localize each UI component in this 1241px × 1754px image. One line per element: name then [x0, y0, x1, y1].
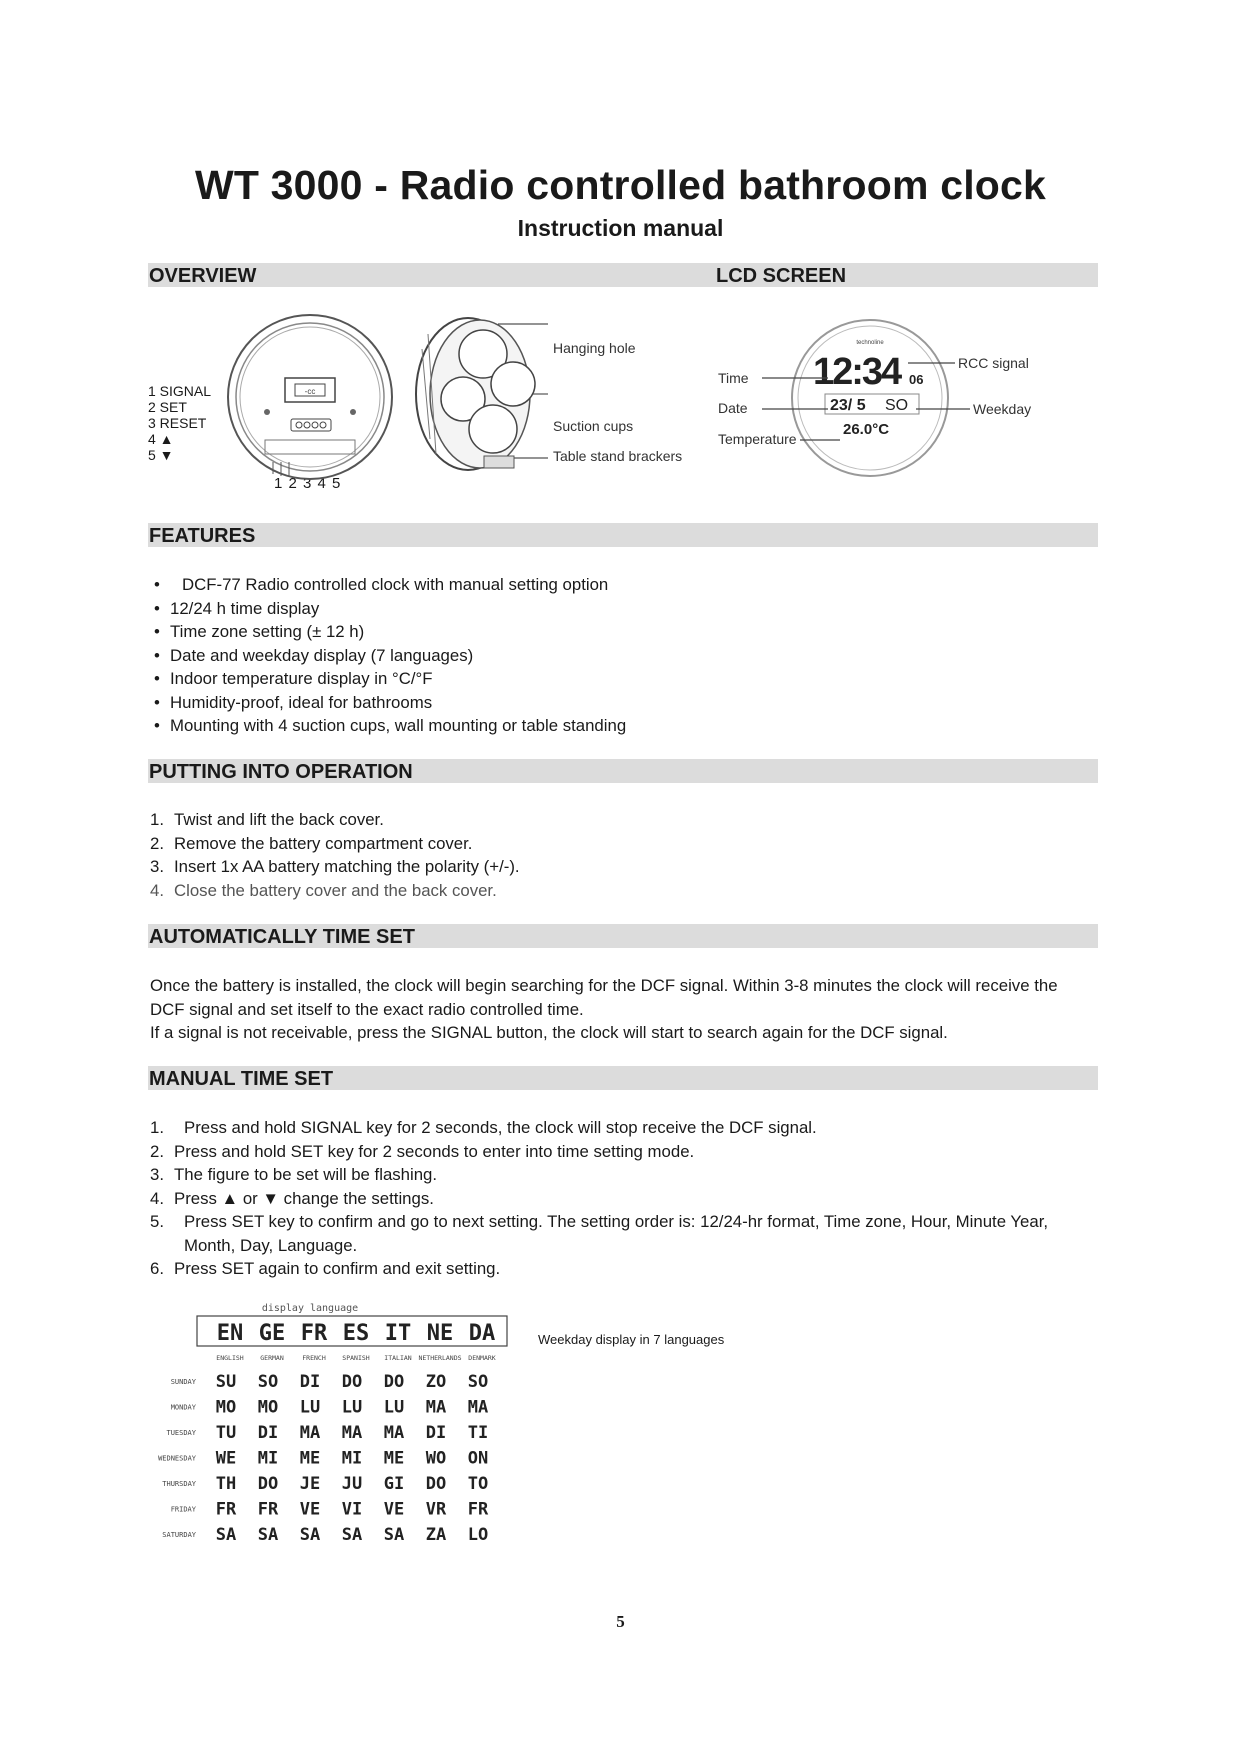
feature-item: • DCF-77 Radio controlled clock with manual setting option	[150, 573, 626, 597]
manual-step: 1. Press and hold SIGNAL key for 2 seconds, the clock will stop receive the DCF signal.	[150, 1118, 817, 1137]
label-rcc-signal: RCC signal	[958, 355, 1029, 371]
manual-step: Month, Day, Language.	[184, 1235, 358, 1255]
language-code: EN	[216, 1321, 244, 1346]
weekday-abbreviation: LU	[341, 1397, 363, 1418]
section-bar-overview	[148, 263, 1098, 287]
weekday-abbreviation: LU	[299, 1397, 321, 1418]
language-code: IT	[384, 1321, 412, 1346]
weekday-label: MONDAY	[170, 1403, 196, 1412]
document-subtitle: Instruction manual	[517, 215, 724, 241]
weekday-abbreviation: JU	[341, 1474, 363, 1494]
section-heading-lcd: LCD SCREEN	[716, 265, 847, 287]
section-heading-operation: PUTTING INTO OPERATION	[149, 761, 413, 783]
lcd-seconds: 06	[909, 372, 924, 387]
weekday-abbreviation: MI	[257, 1448, 279, 1469]
key-legend-item: 4 ▲	[148, 431, 174, 447]
weekday-abbreviation: ON	[467, 1448, 489, 1469]
weekday-label: TUESDAY	[166, 1429, 196, 1437]
weekday-abbreviation: TH	[215, 1474, 237, 1494]
lcd-date: 23/ 5	[830, 397, 866, 414]
weekday-abbreviation: FR	[467, 1499, 489, 1520]
section-bar-features	[148, 523, 1098, 547]
feature-item: • 12/24 h time display	[150, 597, 626, 621]
language-table-note: Weekday display in 7 languages	[538, 1332, 725, 1347]
weekday-abbreviation: MI	[341, 1448, 363, 1469]
manual-step: 3. The figure to be set will be flashing.	[150, 1165, 438, 1184]
weekday-abbreviation: SA	[341, 1525, 363, 1540]
weekday-abbreviation: DI	[257, 1423, 279, 1443]
weekday-label: SUNDAY	[170, 1378, 196, 1386]
weekday-abbreviation: TI	[467, 1423, 489, 1443]
operation-step: 1. Twist and lift the back cover.	[150, 810, 384, 829]
key-legend-item: 1 SIGNAL	[148, 383, 212, 399]
feature-item: • Indoor temperature display in °C/°F	[150, 667, 626, 691]
weekday-abbreviation: MA	[467, 1397, 489, 1418]
weekday-abbreviation: ZO	[425, 1372, 447, 1392]
weekday-label: THURSDAY	[162, 1480, 196, 1488]
weekday-abbreviation: TU	[215, 1423, 237, 1443]
weekday-abbreviation: VE	[299, 1499, 321, 1520]
manual-step: 2. Press and hold SET key for 2 seconds to enter into time setting mode.	[150, 1141, 695, 1161]
operation-step: 4. Close the battery cover and the back cover.	[150, 880, 497, 900]
section-bar-auto	[148, 924, 1098, 948]
lcd-temperature: 26.0°C	[843, 421, 890, 438]
language-code: DA	[468, 1321, 496, 1346]
auto-paragraph	[150, 974, 1100, 1045]
key-legend	[148, 383, 211, 463]
clock-back-illustration	[408, 314, 548, 474]
section-heading-auto: AUTOMATICALLY TIME SET	[149, 926, 415, 948]
weekday-abbreviation: MA	[425, 1397, 447, 1418]
weekday-abbreviation: DI	[299, 1372, 321, 1392]
label-lcd-temperature: Temperature	[718, 431, 797, 447]
feature-item: • Time zone setting (± 12 h)	[150, 620, 626, 644]
weekday-abbreviation: ZA	[425, 1525, 447, 1540]
key-legend-item: 3 RESET	[148, 415, 207, 431]
manual-steps	[150, 1116, 1048, 1281]
weekday-abbreviation: MO	[257, 1397, 279, 1418]
weekday-abbreviation: SA	[257, 1525, 279, 1540]
label-hanging-hole: Hanging hole	[553, 340, 636, 356]
weekday-abbreviation: DO	[383, 1372, 405, 1392]
weekday-abbreviation: JE	[299, 1474, 321, 1494]
weekday-abbreviation: FR	[257, 1499, 279, 1520]
section-heading-overview: OVERVIEW	[149, 265, 257, 287]
weekday-abbreviation: TO	[467, 1474, 489, 1494]
weekday-abbreviation: MA	[383, 1423, 405, 1443]
weekday-abbreviation: SA	[299, 1525, 321, 1540]
language-table-caption: display language	[261, 1303, 359, 1314]
weekday-abbreviation: VR	[425, 1499, 447, 1520]
language-name: ENGLISH	[216, 1354, 244, 1362]
operation-step: 2. Remove the battery compartment cover.	[150, 833, 473, 853]
weekday-abbreviation: MA	[299, 1423, 321, 1443]
lcd-weekday: SO	[885, 397, 909, 414]
label-lcd-date: Date	[718, 400, 748, 416]
lcd-brand: technoline	[856, 340, 884, 346]
weekday-abbreviation: FR	[215, 1499, 237, 1520]
language-code: ES	[342, 1321, 370, 1346]
page-number: 5	[616, 1612, 625, 1631]
auto-line: DCF signal and set itself to the exact radio controlled time.	[150, 999, 584, 1019]
feature-item: • Mounting with 4 suction cups, wall mounting or table standing	[150, 714, 626, 738]
language-name: SPANISH	[342, 1354, 370, 1362]
language-code: GE	[258, 1321, 286, 1346]
language-code: FR	[300, 1321, 328, 1346]
section-heading-features: FEATURES	[149, 525, 256, 547]
section-bar-manual	[148, 1066, 1098, 1090]
language-name: GERMAN	[260, 1354, 284, 1362]
language-name: ITALIAN	[384, 1354, 412, 1362]
auto-line: Once the battery is installed, the clock will begin searching for the DCF signal. Within 3-8 minutes the clock will receive the	[150, 976, 1058, 995]
feature-item: • Humidity-proof, ideal for bathrooms	[150, 691, 626, 715]
label-weekday: Weekday	[973, 401, 1032, 417]
weekday-abbreviation: DO	[341, 1372, 363, 1392]
weekday-abbreviation: MA	[341, 1423, 363, 1443]
weekday-abbreviation: SA	[383, 1525, 405, 1540]
operation-steps	[150, 808, 520, 902]
weekday-label: SATURDAY	[162, 1531, 196, 1539]
weekday-abbreviation: SO	[467, 1372, 489, 1392]
language-code: NE	[426, 1321, 454, 1346]
language-name: FRENCH	[302, 1354, 326, 1362]
weekday-abbreviation: LU	[383, 1397, 405, 1418]
label-suction-cups: Suction cups	[553, 418, 634, 434]
label-lcd-time: Time	[718, 370, 749, 386]
document-title: WT 3000 - Radio controlled bathroom clock	[194, 162, 1047, 208]
feature-item: • Date and weekday display (7 languages)	[150, 644, 626, 668]
manual-step: 5. Press SET key to confirm and go to next setting. The setting order is: 12/24-hr format, Time zone, Hour, Minute Year,	[150, 1212, 1049, 1231]
manual-step: 4. Press ▲ or ▼ change the settings.	[150, 1188, 434, 1208]
weekday-abbreviation: WE	[215, 1448, 237, 1469]
weekday-abbreviation: DO	[425, 1474, 447, 1494]
section-heading-manual: MANUAL TIME SET	[149, 1068, 334, 1090]
weekday-label: WEDNESDAY	[158, 1454, 196, 1463]
language-name: NETHERLANDS	[418, 1354, 462, 1362]
manual-step: 6. Press SET again to confirm and exit setting.	[150, 1259, 501, 1278]
weekday-abbreviation: SA	[215, 1525, 237, 1540]
label-table-stand: Table stand brackers	[553, 448, 683, 464]
weekday-abbreviation: VE	[383, 1499, 405, 1520]
key-numbers: 1 2 3 4 5	[274, 475, 341, 492]
key-legend-item: 5 ▼	[148, 447, 174, 463]
auto-line: If a signal is not receivable, press the SIGNAL button, the clock will start to search again for the DCF signal.	[150, 1023, 948, 1042]
lcd-time: 12:34	[813, 351, 901, 393]
weekday-abbreviation: ME	[383, 1448, 405, 1469]
language-name: DENMARK	[468, 1354, 496, 1362]
weekday-abbreviation: SO	[257, 1372, 279, 1392]
operation-step: 3. Insert 1x AA battery matching the polarity (+/-).	[150, 857, 520, 876]
section-bar-operation	[148, 759, 1098, 783]
weekday-abbreviation: VI	[341, 1499, 363, 1520]
weekday-abbreviation: LO	[467, 1525, 489, 1540]
weekday-abbreviation: DI	[425, 1423, 447, 1443]
features-list	[150, 573, 626, 738]
svg-text:-cc: -cc	[304, 387, 316, 396]
weekday-abbreviation: SU	[215, 1372, 237, 1392]
weekday-abbreviation: WO	[425, 1448, 447, 1469]
key-legend-item: 2 SET	[148, 399, 187, 415]
weekday-abbreviation: ME	[299, 1448, 321, 1469]
clock-front-illustration	[225, 312, 395, 482]
language-table	[148, 1300, 526, 1540]
weekday-abbreviation: MO	[215, 1397, 237, 1418]
weekday-label: FRIDAY	[170, 1505, 196, 1514]
weekday-abbreviation: DO	[257, 1474, 279, 1494]
lcd-callout-lines	[740, 318, 990, 478]
weekday-abbreviation: GI	[383, 1474, 405, 1494]
